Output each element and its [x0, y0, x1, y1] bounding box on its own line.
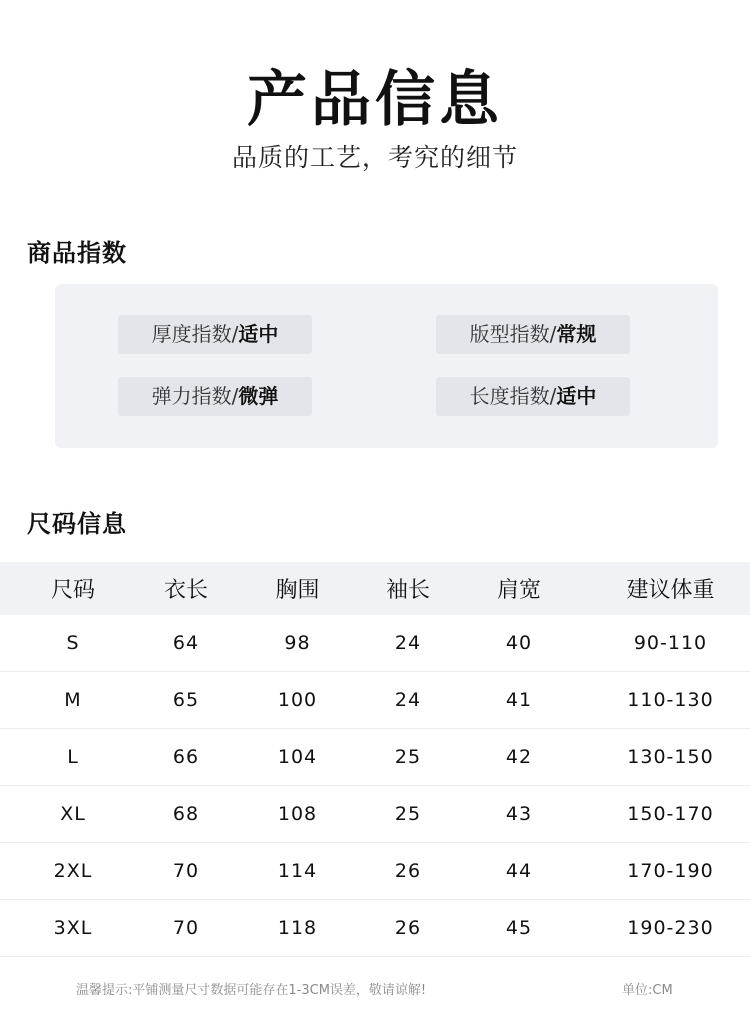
table-cell: 108: [226, 786, 369, 843]
index-chip-elasticity: [118, 377, 312, 416]
index-chip-label: 厚度指数/: [151, 322, 239, 346]
table-cell: 26: [369, 843, 447, 900]
table-cell: 118: [226, 900, 369, 957]
page-subtitle: 品质的工艺，考究的细节: [231, 143, 518, 172]
column-header-shoulder: 肩宽: [447, 562, 591, 615]
index-chip-label: 长度指数/: [469, 384, 557, 408]
column-header-length: 衣长: [146, 562, 226, 615]
table-cell: M: [0, 672, 146, 729]
table-cell: 104: [226, 729, 369, 786]
table-cell: S: [0, 615, 146, 672]
table-cell: 25: [369, 786, 447, 843]
table-cell: 66: [146, 729, 226, 786]
index-section-heading: 商品指数: [27, 239, 127, 267]
table-cell: 24: [369, 672, 447, 729]
page-title: 产品信息: [247, 65, 503, 135]
table-cell: L: [0, 729, 146, 786]
table-row: [0, 729, 750, 786]
table-row: [0, 615, 750, 672]
table-cell: 41: [447, 672, 591, 729]
index-chip-label: 版型指数/: [469, 322, 557, 346]
table-cell: 65: [146, 672, 226, 729]
index-chip-value: 微弹: [238, 384, 279, 408]
table-cell: XL: [0, 786, 146, 843]
index-chip-value: 常规: [556, 322, 597, 346]
index-chip-value: 适中: [556, 384, 597, 408]
measurement-note: 温馨提示:平铺测量尺寸数据可能存在1-3CM误差，敬请谅解!: [76, 983, 427, 998]
column-header-sleeve: 袖长: [369, 562, 447, 615]
column-header-weight: 建议体重: [591, 562, 750, 615]
table-cell: 40: [447, 615, 591, 672]
table-cell: 25: [369, 729, 447, 786]
table-cell: 44: [447, 843, 591, 900]
table-cell: 3XL: [0, 900, 146, 957]
index-chip-value: 适中: [238, 322, 279, 346]
table-cell: 45: [447, 900, 591, 957]
table-cell: 70: [146, 843, 226, 900]
table-cell: 170-190: [591, 843, 750, 900]
table-cell: 42: [447, 729, 591, 786]
table-cell: 43: [447, 786, 591, 843]
index-panel: [55, 284, 718, 448]
table-row: [0, 672, 750, 729]
table-cell: 70: [146, 900, 226, 957]
table-cell: 64: [146, 615, 226, 672]
index-chip-fit: [436, 315, 630, 354]
size-table-header-row: [0, 562, 750, 615]
table-cell: 190-230: [591, 900, 750, 957]
index-chip-length: [436, 377, 630, 416]
table-cell: 150-170: [591, 786, 750, 843]
table-cell: 100: [226, 672, 369, 729]
table-row: [0, 843, 750, 900]
index-chip-label: 弹力指数/: [151, 384, 239, 408]
table-row: [0, 786, 750, 843]
table-cell: 24: [369, 615, 447, 672]
table-cell: 2XL: [0, 843, 146, 900]
index-chip-thickness: [118, 315, 312, 354]
table-cell: 68: [146, 786, 226, 843]
column-header-size: 尺码: [0, 562, 146, 615]
table-cell: 114: [226, 843, 369, 900]
unit-label: 单位:CM: [622, 983, 673, 998]
table-row: [0, 900, 750, 957]
table-cell: 26: [369, 900, 447, 957]
table-cell: 130-150: [591, 729, 750, 786]
table-cell: 110-130: [591, 672, 750, 729]
table-cell: 90-110: [591, 615, 750, 672]
size-table: [0, 562, 750, 957]
table-cell: 98: [226, 615, 369, 672]
column-header-chest: 胸围: [226, 562, 369, 615]
size-section-heading: 尺码信息: [27, 510, 127, 538]
